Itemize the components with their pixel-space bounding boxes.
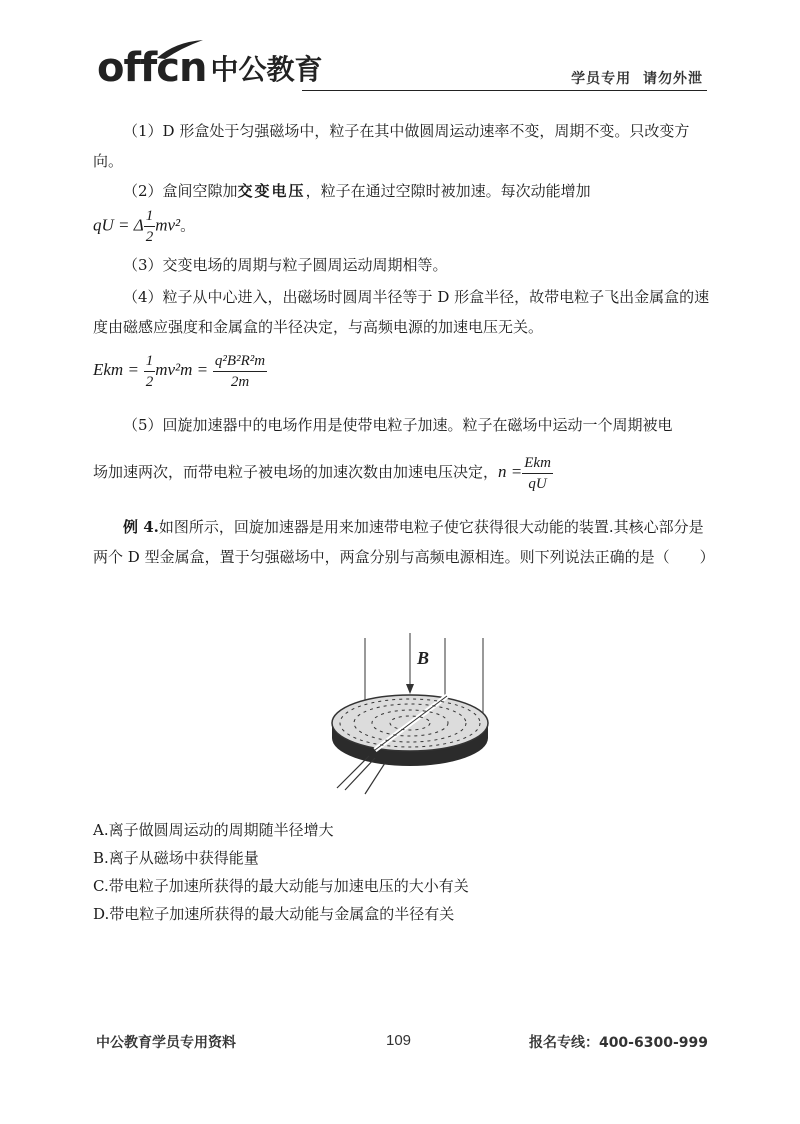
paragraph-2-pre: （2）盒间空隙加: [123, 182, 238, 200]
formula-ekm-frac2: [213, 351, 267, 392]
option-b: B.离子从磁场中获得能量: [93, 849, 259, 867]
paragraph-2-bold: 交变电压: [237, 182, 306, 200]
formula-qu: [93, 206, 710, 247]
cyclotron-figure: [325, 628, 495, 798]
formula-ekm-lhs: Ekm =: [93, 360, 139, 379]
header-tag: 学员专用 请勿外泄: [571, 71, 703, 87]
paragraph-5: （5）回旋加速器中的电场作用是使带电粒子加速。粒子在磁场中运动一个周期被电: [123, 416, 673, 434]
footer-left: 中公教育学员专用资料: [96, 1035, 236, 1051]
page-number: 109: [386, 1032, 412, 1049]
figure-label-b: B: [417, 648, 430, 668]
formula-ekm: [93, 350, 710, 392]
formula-ekm-frac1-den: 2: [145, 373, 154, 390]
example-4-text: 如图所示，回旋加速器是用来加速带电粒子使它获得很大动能的装置.其核心部分是两个 D 型金属盒，置于匀强磁场中，两盒分别与高频电源相连。则下列说法正确的是（ ）: [93, 518, 715, 566]
paragraph-3: （3）交变电场的周期与粒子圆周运动周期相等。: [123, 256, 448, 274]
option-c: C.带电粒子加速所获得的最大动能与加速电压的大小有关: [93, 877, 469, 895]
option-a: A.离子做圆周运动的周期随半径增大: [93, 821, 334, 839]
page-footer: [96, 1032, 708, 1056]
paragraph-4: （4）粒子从中心进入，出磁场时圆周半径等于 D 形盒半径，故带电粒子飞出金属盒的速度由磁感应强度和金属盒的半径决定，与高频电源的加速电压无关。: [93, 288, 710, 336]
option-d: D.带电粒子加速所获得的最大动能与金属盒的半径有关: [93, 905, 455, 923]
formula-qu-frac: [144, 206, 156, 247]
page-header: [97, 38, 707, 92]
logo-text-cn: 中公教育: [210, 53, 323, 86]
formula-qu-frac-den: 2: [145, 229, 154, 245]
formula-n-frac: [522, 453, 553, 494]
header-rule: [302, 90, 707, 91]
example-4-label: 例 4.: [123, 518, 159, 536]
offcn-logo: [97, 44, 323, 91]
logo-swoosh-icon: [155, 38, 205, 60]
paragraph-5b: [93, 452, 710, 494]
formula-ekm-mid: mv²m =: [155, 360, 209, 379]
paragraph-2: [93, 176, 710, 206]
formula-n-lhs: n =: [498, 462, 523, 481]
formula-qu-a: qU = Δ: [93, 215, 144, 235]
formula-ekm-frac1: [144, 351, 156, 392]
logo-text-en: offcn: [97, 45, 207, 91]
formula-qu-end: 。: [180, 216, 196, 235]
footer-hotline: 报名专线：400-6300-999: [528, 1035, 708, 1051]
formula-ekm-frac2-num: q²B²R²m: [213, 351, 267, 372]
formula-n-frac-den: qU: [528, 475, 547, 492]
formula-qu-b: mv²: [155, 215, 181, 235]
example-4: [93, 512, 715, 572]
formula-qu-frac-num: 1: [144, 206, 156, 227]
paragraph-1: （1）D 形盒处于匀强磁场中，粒子在其中做圆周运动速率不变，周期不变。只改变方向。: [93, 122, 690, 170]
formula-n-frac-num: Ekm: [522, 453, 553, 474]
formula-ekm-frac2-den: 2m: [230, 373, 250, 390]
paragraph-2-post: ，粒子在通过空隙时被加速。每次动能增加: [305, 182, 591, 200]
formula-ekm-frac1-num: 1: [144, 351, 156, 372]
paragraph-5b-text: 场加速两次，而带电粒子被电场的加速次数由加速电压决定，: [93, 463, 499, 481]
